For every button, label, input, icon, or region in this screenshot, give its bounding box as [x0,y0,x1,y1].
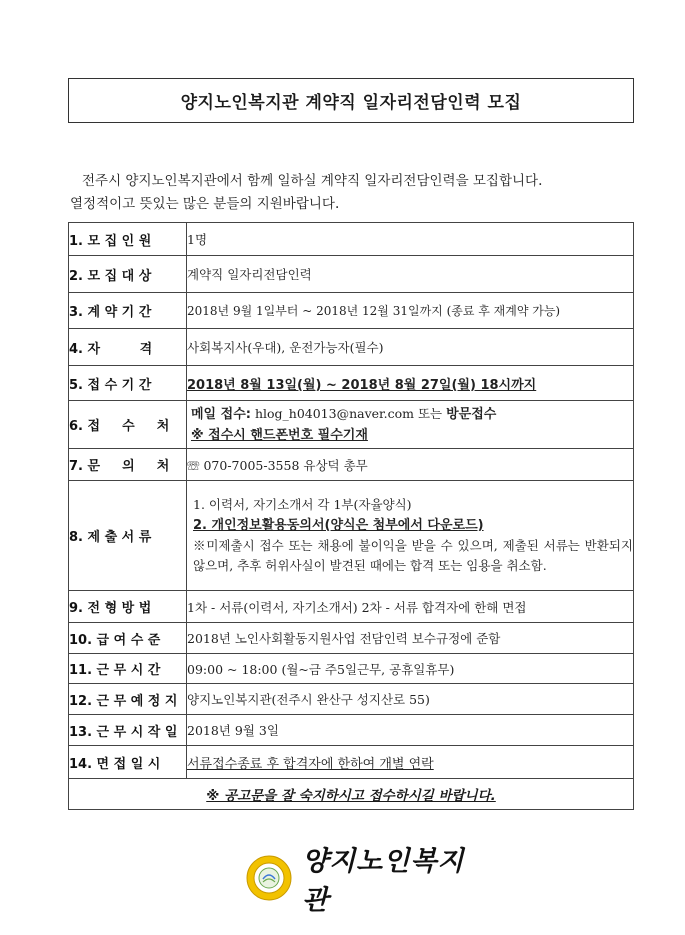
row-value: ☏ 070-7005-3558 유상덕 총무 [187,449,634,481]
email-prefix: 메일 접수: [191,406,251,422]
row-label: 12. 근 무 예 정 지 [69,684,187,715]
table-row [69,481,634,591]
organization-name: 양지노인복지관 [302,846,465,916]
table-row [69,779,634,810]
row-label: 1. 모 집 인 원 [69,223,187,256]
row-label: 3. 계 약 기 간 [69,293,187,329]
row-value [187,401,634,449]
row-label: 5. 접 수 기 간 [69,366,187,401]
intro-line-1: 전주시 양지노인복지관에서 함께 일하실 계약직 일자리전담인력을 모집합니다. [82,173,543,189]
row-value [187,481,634,591]
table-row [69,654,634,684]
table-row [69,366,634,401]
row-value: 1차 - 서류(이력서, 자기소개서) 2차 - 서류 합격자에 한해 면접 [187,591,634,623]
intro-line-2: 열정적이고 뜻있는 많은 분들의 지원바랍니다. [70,196,340,212]
row-value: 계약직 일자리전담인력 [187,256,634,293]
table-row [69,293,634,329]
doc-item-2: 2. 개인정보활용동의서(양식은 첨부에서 다운로드) [193,518,484,533]
row-label: 8. 제 출 서 류 [69,481,187,591]
row-label: 4. 자 격 [69,329,187,366]
email-address: hlog_h04013@naver.com 또는 [250,405,447,421]
row-value [187,366,634,401]
row-label: 7. 문 의 처 [69,449,187,481]
row-label: 10. 급 여 수 준 [69,623,187,654]
visit-application: 방문접수 [446,406,497,422]
doc-item-1: 1. 이력서, 자기소개서 각 1부(자율양식) [193,497,412,512]
row-value: 2018년 9월 3일 [187,715,634,746]
page-title: 양지노인복지관 계약직 일자리전담인력 모집 [68,78,634,123]
table-row [69,401,634,449]
table-row [69,623,634,654]
row-value: 양지노인복지관(전주시 완산구 성지산로 55) [187,684,634,715]
row-value: 09:00 ~ 18:00 (월~금 주5일근무, 공휴일휴무) [187,654,634,684]
row-value: 2018년 9월 1일부터 ~ 2018년 12월 31일까지 (종료 후 재계약 가능) [187,293,634,329]
table-row [69,715,634,746]
row-label: 9. 전 형 방 법 [69,591,187,623]
row-value [187,746,634,779]
table-row [69,591,634,623]
interview-notice: 서류접수종료 후 합격자에 한하여 개별 연락 [187,756,434,772]
table-row [69,746,634,779]
row-label: 13. 근 무 시 작 일 [69,715,187,746]
row-label: 11. 근 무 시 간 [69,654,187,684]
table-row [69,449,634,481]
row-label: 6. 접 수 처 [69,401,187,449]
application-period: 2018년 8월 13일(월) ~ 2018년 8월 27일(월) 18시까지 [187,377,537,393]
phone-note: ※ 접수시 핸드폰번호 필수기재 [191,427,368,443]
row-value: 사회복지사(우대), 운전가능자(필수) [187,329,634,366]
row-label: 14. 면 접 일 시 [69,746,187,779]
row-label: 2. 모 집 대 상 [69,256,187,293]
table-row [69,684,634,715]
table-row [69,256,634,293]
table-row [69,223,634,256]
footer-notice: ※ 공고문을 잘 숙지하시고 접수하시길 바랍니다. [69,779,634,810]
doc-note: ※미제출시 접수 또는 채용에 불이익을 받을 수 있으며, 제출된 서류는 반환되지 않으며, 추후 허위사실이 발견된 때에는 합격 또는 임용을 취소함. [193,538,633,573]
seal-logo-icon [246,855,292,901]
table-row [69,329,634,366]
row-value: 1명 [187,223,634,256]
row-value: 2018년 노인사회활동지원사업 전담인력 보수규정에 준함 [187,623,634,654]
intro-text [70,170,640,216]
recruitment-info-table [68,222,634,810]
organization-logo [246,846,482,916]
